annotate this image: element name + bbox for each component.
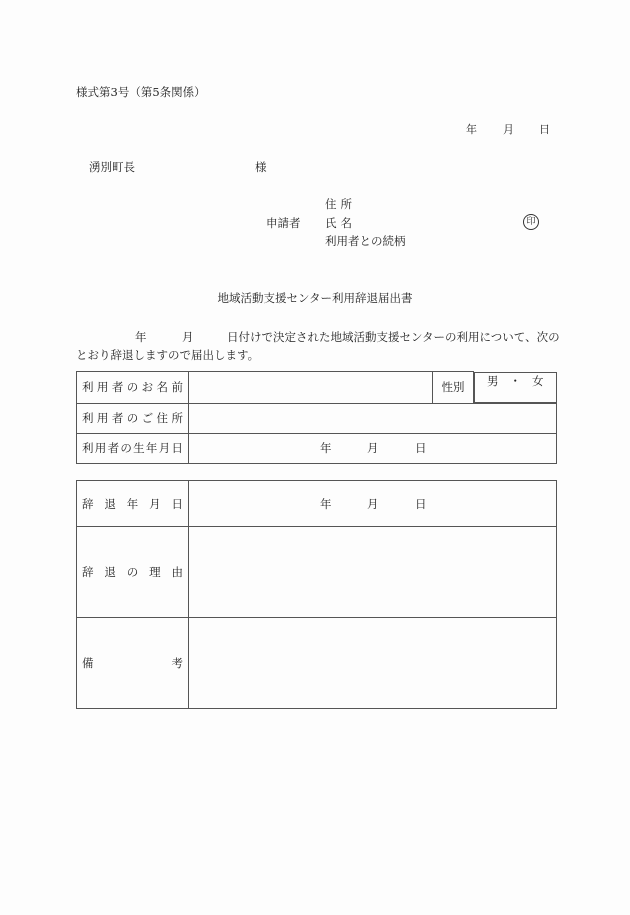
date-year-label: 年 <box>466 123 477 136</box>
gender-label: 性別 <box>433 372 474 404</box>
gender-option-female[interactable]: 女 <box>532 373 544 388</box>
user-birthdate-field[interactable] <box>189 433 557 463</box>
birth-month-label: 月 <box>367 441 379 455</box>
applicant-label: 申請者 <box>266 216 301 230</box>
table-row <box>77 618 557 709</box>
addressee: 湧別町長 <box>89 160 135 174</box>
body-month: 月 <box>182 330 194 344</box>
withdraw-date-field[interactable] <box>189 481 557 527</box>
form-number: 様式第3号（第5条関係） <box>76 85 206 99</box>
gender-options <box>474 372 557 403</box>
withdraw-reason-field[interactable] <box>189 527 557 618</box>
applicant-address-label: 住所 <box>325 197 356 211</box>
remarks-field[interactable] <box>189 618 557 709</box>
user-name-label-cell <box>77 372 189 404</box>
user-birthdate-label-cell <box>77 433 189 463</box>
remarks-label-cell <box>77 618 189 709</box>
applicant-name-label: 氏名 <box>325 216 356 230</box>
user-name-field[interactable] <box>189 372 433 404</box>
user-name-label: 利 用 者 の お 名 前 <box>82 380 183 395</box>
withdraw-date-label-cell <box>77 481 189 527</box>
table-row <box>77 372 557 404</box>
body-paragraph-line2: とおり辞退しますので届出します。 <box>76 348 260 362</box>
date-day-label: 日 <box>539 123 550 136</box>
user-info-table <box>76 371 557 464</box>
document-title: 地域活動支援センター利用辞退届出書 <box>217 291 413 305</box>
table-row <box>77 527 557 618</box>
date-month-label: 月 <box>503 123 514 136</box>
seal-icon: 印 <box>523 214 539 230</box>
birth-day-label: 日 <box>415 441 427 455</box>
birth-year-label: 年 <box>320 441 332 455</box>
body-year: 年 <box>135 330 147 344</box>
withdraw-reason-label-cell <box>77 527 189 618</box>
withdraw-date-label: 辞 退 年 月 日 <box>82 496 183 511</box>
withdraw-reason-label: 辞 退 の 理 由 <box>82 565 183 579</box>
withdraw-month-label: 月 <box>367 496 379 511</box>
withdraw-year-label: 年 <box>320 496 332 511</box>
user-birthdate-label: 利 用 者 の 生 年 月 日 <box>82 441 183 455</box>
remarks-label: 備 考 <box>82 656 183 670</box>
table-row <box>77 403 557 433</box>
user-address-label-cell <box>77 403 189 433</box>
table-row <box>77 433 557 463</box>
applicant-relation-label: 利用者との続柄 <box>325 234 406 248</box>
table-row <box>77 481 557 527</box>
gender-option-male[interactable]: 男 <box>487 373 499 388</box>
user-address-field[interactable] <box>189 403 557 433</box>
withdrawal-table <box>76 480 557 709</box>
body-text: 日付けで決定された地域活動支援センターの利用について、次の <box>227 330 560 344</box>
user-address-label: 利 用 者 の ご 住 所 <box>82 411 183 425</box>
gender-separator: ・ <box>509 373 521 388</box>
withdraw-day-label: 日 <box>415 496 427 511</box>
honorific: 様 <box>255 160 267 174</box>
